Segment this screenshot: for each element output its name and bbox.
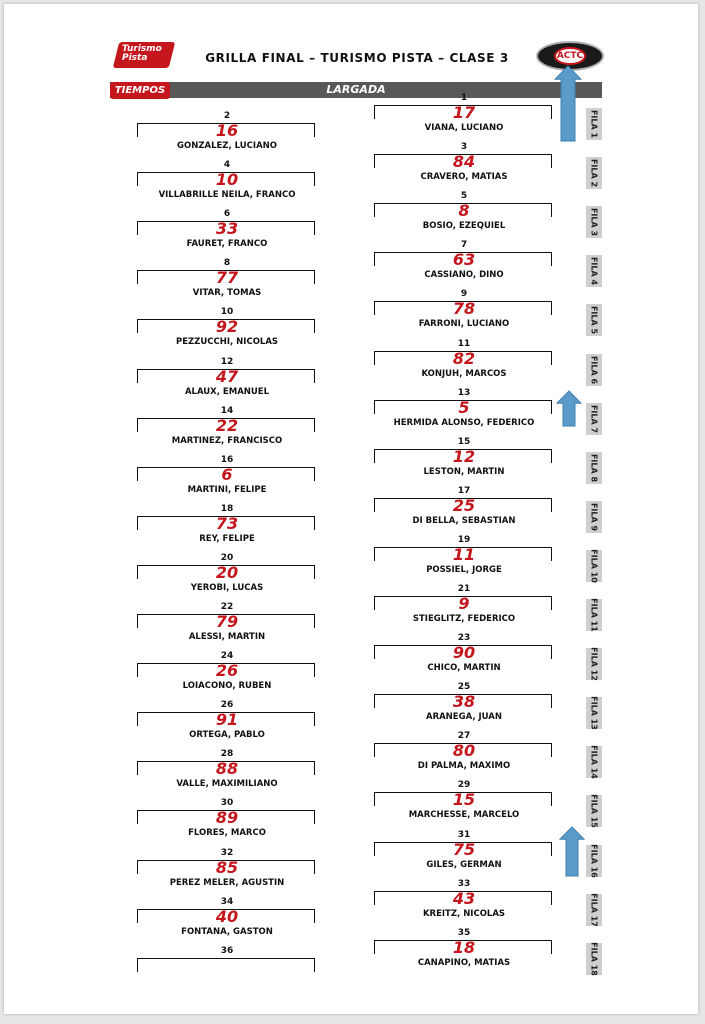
- grid-slot-14: [137, 406, 317, 454]
- grid-slot-1: [374, 93, 554, 141]
- grid-slot-10: [137, 307, 317, 355]
- car-number: 77: [215, 268, 239, 288]
- car-number: 22: [215, 415, 239, 435]
- grid-slot-17: [374, 486, 554, 534]
- grid-position: 36: [220, 945, 234, 956]
- car-number: 73: [215, 513, 239, 533]
- document-page: [4, 4, 698, 1014]
- driver-name: VIANA, LUCIANO: [424, 123, 504, 133]
- driver-name: DI BELLA, SEBASTIAN: [412, 515, 516, 526]
- driver-name: MARTINEZ, FRANCISCO: [171, 435, 283, 446]
- driver-name: MARTINI, FELIPE: [187, 484, 267, 495]
- page-title: GRILLA FINAL – TURISMO PISTA – CLASE 3: [205, 51, 509, 65]
- driver-name: VALLE, MAXIMILIANO: [176, 779, 278, 790]
- driver-name: VITAR, TOMAS: [192, 288, 262, 299]
- car-number: 11: [452, 544, 476, 564]
- grid-slot-3: [374, 142, 554, 190]
- car-number: 92: [215, 317, 239, 337]
- car-number: 5: [458, 397, 470, 417]
- grid-slot-21: [374, 584, 554, 632]
- grid-slot-8: [137, 258, 317, 306]
- grid-slot-35: [374, 928, 554, 976]
- row-label-7: FILA 7: [586, 403, 602, 435]
- grid-position: 4: [223, 160, 231, 171]
- row-label-11: FILA 11: [586, 599, 602, 631]
- car-number: 12: [452, 446, 476, 466]
- driver-name: CHICO, MARTIN: [427, 663, 501, 674]
- driver-name: KONJUH, MARCOS: [421, 368, 507, 379]
- car-number: 40: [215, 906, 239, 926]
- grid-slot-4: [137, 160, 317, 208]
- grid-slot-11: [374, 339, 554, 387]
- driver-name: YEROBI, LUCAS: [190, 582, 264, 593]
- grid-position: 3: [460, 142, 468, 153]
- driver-name: FLORES, MARCO: [188, 828, 266, 839]
- grid-slot-18: [137, 504, 317, 552]
- driver-name: ALAUX, EMANUEL: [184, 386, 270, 397]
- grid-slot-32: [137, 848, 317, 896]
- grid-position: 5: [460, 191, 468, 202]
- driver-name: PEZZUCCHI, NICOLAS: [175, 337, 279, 348]
- driver-name: GILES, GERMAN: [426, 859, 502, 870]
- car-number: 10: [215, 170, 239, 190]
- car-number: 75: [452, 839, 476, 859]
- grid-position: 22: [220, 602, 234, 612]
- grid-position: 28: [220, 749, 234, 760]
- grid-position: 11: [457, 338, 471, 349]
- driver-name: VILLABRILLE NEILA, FRANCO: [158, 190, 296, 201]
- grid-position: 24: [220, 651, 234, 662]
- grid-position: 13: [457, 387, 471, 398]
- driver-name: LESTON, MARTIN: [423, 466, 505, 477]
- grid-slot-15: [374, 437, 554, 485]
- driver-name: KREITZ, NICOLAS: [422, 908, 506, 919]
- driver-name: PEREZ MELER, AGUSTIN: [169, 877, 285, 888]
- grid-slot-5: [374, 191, 554, 239]
- grid-slot-7: [374, 240, 554, 288]
- up-arrow-icon: [559, 826, 585, 878]
- up-arrow-icon: [556, 390, 582, 428]
- car-number: 18: [452, 937, 476, 957]
- car-number: 25: [452, 495, 476, 515]
- grid-slot-6: [137, 209, 317, 257]
- grid-slot-33: [374, 879, 554, 927]
- row-label-10: FILA 10: [586, 550, 602, 582]
- row-label-8: FILA 8: [586, 452, 602, 484]
- grid-position: 16: [220, 454, 234, 465]
- row-label-2: FILA 2: [586, 157, 602, 189]
- grid-position: 23: [457, 633, 471, 644]
- car-number: 82: [452, 348, 476, 368]
- row-label-9: FILA 9: [586, 501, 602, 533]
- grid-position: 21: [457, 584, 471, 594]
- grid-slot-2: [137, 111, 317, 159]
- grid-position: 15: [457, 436, 471, 447]
- driver-name: STIEGLITZ, FEDERICO: [412, 614, 516, 624]
- grid-slot-29: [374, 780, 554, 828]
- car-number: 79: [215, 612, 239, 631]
- driver-name: FONTANA, GASTON: [181, 926, 273, 937]
- turismo-pista-logo: Turismo Pista: [116, 42, 172, 68]
- car-number: 20: [215, 562, 239, 582]
- car-number: 91: [215, 710, 239, 730]
- grid-slot-12: [137, 357, 317, 405]
- grid-position: 27: [457, 731, 471, 742]
- car-number: 88: [215, 759, 239, 779]
- car-number: 78: [452, 299, 476, 319]
- grid-slot-9: [374, 289, 554, 337]
- up-arrow-icon: [554, 65, 582, 143]
- banner-label: LARGADA: [326, 83, 386, 96]
- grid-position: 9: [460, 289, 468, 300]
- grid-slot-20: [137, 553, 317, 601]
- car-number: 8: [458, 201, 470, 221]
- grid-position: 18: [220, 503, 234, 514]
- row-label-18: FILA 18: [586, 943, 602, 975]
- driver-name: BOSIO, EZEQUIEL: [422, 221, 506, 232]
- driver-name: CANAPINO, MATIAS: [417, 957, 511, 968]
- grid-position: 32: [220, 847, 234, 858]
- grid-slot-30: [137, 798, 317, 846]
- car-number: 26: [215, 661, 239, 681]
- grid-box: [137, 958, 315, 972]
- grid-position: 1: [460, 93, 468, 103]
- grid-position: 10: [220, 307, 234, 318]
- grid-slot-19: [374, 535, 554, 583]
- grid-position: 8: [223, 258, 231, 269]
- driver-name: REY, FELIPE: [199, 533, 255, 544]
- tiempos-logo: TIEMPOS: [110, 82, 170, 99]
- grid-position: 30: [220, 798, 234, 809]
- grid-slot-27: [374, 731, 554, 779]
- grid-position: 2: [223, 111, 231, 121]
- grid-slot-31: [374, 830, 554, 878]
- grid-slot-36: [137, 946, 317, 994]
- row-label-1: FILA 1: [586, 108, 602, 140]
- grid-slot-26: [137, 700, 317, 748]
- driver-name: CRAVERO, MATIAS: [420, 172, 508, 183]
- car-number: 38: [452, 692, 476, 712]
- driver-name: MARCHESSE, MARCELO: [408, 810, 520, 821]
- row-label-5: FILA 5: [586, 304, 602, 336]
- grid-position: 33: [457, 878, 471, 889]
- grid-slot-23: [374, 633, 554, 681]
- driver-name: POSSIEL, JORGE: [426, 564, 502, 575]
- grid-position: 17: [457, 485, 471, 496]
- row-label-17: FILA 17: [586, 894, 602, 926]
- car-number: 85: [215, 857, 239, 877]
- grid-position: 12: [220, 356, 234, 367]
- actc-logo: ACTC: [536, 41, 604, 71]
- grid-position: 31: [457, 829, 471, 840]
- driver-name: ALESSI, MARTIN: [188, 632, 266, 642]
- driver-name: ARANEGA, JUAN: [425, 712, 503, 723]
- car-number: 17: [452, 103, 476, 122]
- grid-slot-22: [137, 602, 317, 650]
- row-label-14: FILA 14: [586, 746, 602, 778]
- row-label-3: FILA 3: [586, 206, 602, 238]
- driver-name: HERMIDA ALONSO, FEDERICO: [393, 417, 535, 428]
- driver-name: CASSIANO, DINO: [424, 270, 504, 281]
- grid-position: 6: [223, 209, 231, 220]
- grid-position: 35: [457, 927, 471, 938]
- car-number: 43: [452, 888, 476, 908]
- grid-position: 34: [220, 896, 234, 907]
- car-number: 16: [215, 121, 239, 140]
- car-number: 84: [452, 152, 476, 172]
- grid-position: 25: [457, 682, 471, 693]
- driver-name: DI PALMA, MAXIMO: [417, 761, 511, 772]
- grid-position: 14: [220, 405, 234, 416]
- grid-position: 26: [220, 700, 234, 711]
- driver-name: LOIACONO, RUBEN: [182, 681, 272, 692]
- car-number: 15: [452, 790, 476, 810]
- driver-name: FARRONI, LUCIANO: [418, 319, 510, 330]
- grid-position: 7: [460, 240, 468, 251]
- car-number: 89: [215, 808, 239, 828]
- driver-name: GONZALEZ, LUCIANO: [177, 141, 277, 151]
- driver-name: FAURET, FRANCO: [186, 239, 268, 250]
- car-number: 80: [452, 741, 476, 761]
- car-number: 9: [458, 594, 470, 613]
- grid-slot-34: [137, 897, 317, 945]
- grid-slot-24: [137, 651, 317, 699]
- grid-slot-28: [137, 749, 317, 797]
- driver-name: ORTEGA, PABLO: [189, 730, 265, 741]
- grid-slot-16: [137, 455, 317, 503]
- row-label-15: FILA 15: [586, 795, 602, 827]
- grid-slot-13: [374, 388, 554, 436]
- row-label-16: FILA 16: [586, 845, 602, 877]
- car-number: 33: [215, 219, 239, 239]
- grid-position: 19: [457, 534, 471, 545]
- car-number: 63: [452, 250, 476, 270]
- grid-slot-25: [374, 682, 554, 730]
- row-label-6: FILA 6: [586, 354, 602, 386]
- car-number: 6: [221, 464, 233, 484]
- row-label-12: FILA 12: [586, 648, 602, 680]
- row-label-4: FILA 4: [586, 255, 602, 287]
- row-label-13: FILA 13: [586, 697, 602, 729]
- grid-position: 20: [220, 552, 234, 563]
- car-number: 90: [452, 643, 476, 663]
- car-number: 47: [215, 366, 239, 386]
- grid-position: 29: [457, 780, 471, 791]
